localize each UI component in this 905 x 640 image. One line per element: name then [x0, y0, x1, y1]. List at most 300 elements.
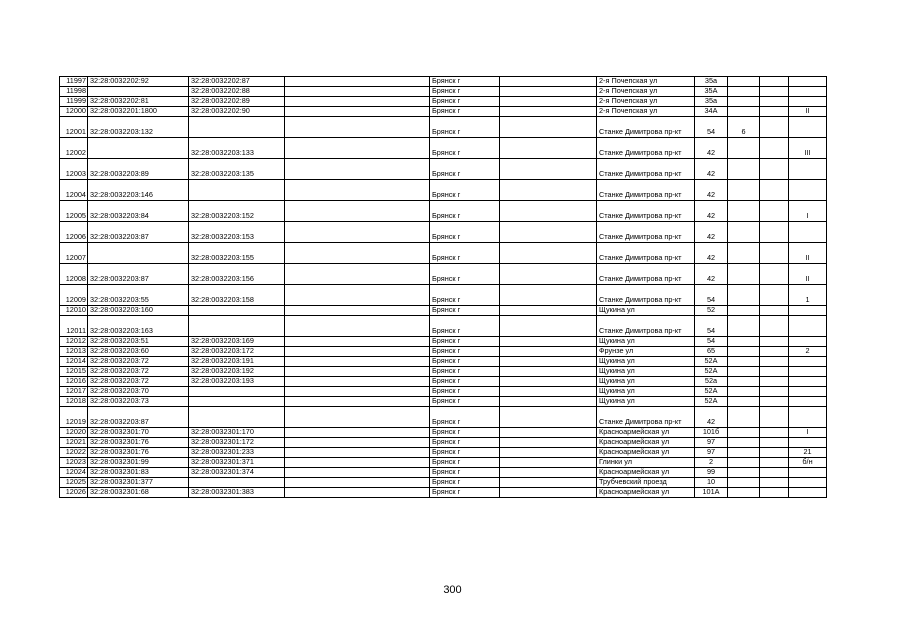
cadastral-number-cell [88, 87, 189, 97]
blank-col-2-cell [500, 138, 597, 159]
cadastral-number-cell: 32:28:0032203:60 [88, 347, 189, 357]
table-row [60, 77, 827, 87]
table-row [60, 264, 827, 285]
cadastral-number-cell: 32:28:0032203:72 [88, 367, 189, 377]
blank-col-2-cell [500, 407, 597, 428]
building-cell [728, 77, 760, 87]
blank-col-2-cell [500, 488, 597, 498]
city-cell: Брянск г [430, 117, 500, 138]
street-cell: Станке Димитрова пр-кт [597, 159, 695, 180]
blank-col-cell [285, 97, 430, 107]
record-number-cell: 12014 [60, 357, 88, 367]
table-row [60, 407, 827, 428]
col-10-cell [760, 458, 789, 468]
col-11-cell [789, 87, 827, 97]
cadastral-number-2-cell: 32:28:0032203:169 [189, 337, 285, 347]
cadastral-number-cell: 32:28:0032203:51 [88, 337, 189, 347]
cadastral-number-2-cell [189, 478, 285, 488]
cadastral-number-cell: 32:28:0032203:87 [88, 264, 189, 285]
table-row [60, 397, 827, 407]
cadastral-number-2-cell [189, 316, 285, 337]
record-number-cell: 12005 [60, 201, 88, 222]
record-number-cell: 12026 [60, 488, 88, 498]
building-cell [728, 468, 760, 478]
building-cell [728, 285, 760, 306]
table-row [60, 367, 827, 377]
cadastral-number-2-cell: 32:28:0032202:87 [189, 77, 285, 87]
col-10-cell [760, 87, 789, 97]
blank-col-cell [285, 347, 430, 357]
blank-col-cell [285, 107, 430, 117]
col-10-cell [760, 347, 789, 357]
city-cell: Брянск г [430, 306, 500, 316]
building-cell [728, 107, 760, 117]
street-cell: Трубчевский проезд [597, 478, 695, 488]
table-row [60, 243, 827, 264]
cadastral-number-2-cell: 32:28:0032203:133 [189, 138, 285, 159]
street-cell: Станке Димитрова пр-кт [597, 138, 695, 159]
col-11-cell [789, 306, 827, 316]
cadastral-number-2-cell: 32:28:0032301:170 [189, 428, 285, 438]
col-10-cell [760, 407, 789, 428]
cadastral-number-2-cell: 32:28:0032301:233 [189, 448, 285, 458]
cadastral-number-cell: 32:28:0032301:68 [88, 488, 189, 498]
cadastral-number-2-cell [189, 180, 285, 201]
house-number-cell: 52А [695, 387, 728, 397]
street-cell: Красноармейская ул [597, 488, 695, 498]
blank-col-2-cell [500, 428, 597, 438]
col-10-cell [760, 397, 789, 407]
cadastral-number-cell: 32:28:0032301:99 [88, 458, 189, 468]
blank-col-cell [285, 397, 430, 407]
record-number-cell: 12006 [60, 222, 88, 243]
blank-col-cell [285, 77, 430, 87]
cadastral-number-2-cell: 32:28:0032202:88 [189, 87, 285, 97]
street-cell: Щукина ул [597, 397, 695, 407]
record-number-cell: 12003 [60, 159, 88, 180]
record-number-cell: 12022 [60, 448, 88, 458]
city-cell: Брянск г [430, 201, 500, 222]
record-number-cell: 12001 [60, 117, 88, 138]
cadastral-number-2-cell: 32:28:0032203:172 [189, 347, 285, 357]
record-number-cell: 11997 [60, 77, 88, 87]
record-number-cell: 12023 [60, 458, 88, 468]
table-row [60, 458, 827, 468]
cadastral-number-cell: 32:28:0032203:163 [88, 316, 189, 337]
cadastral-number-cell: 32:28:0032202:92 [88, 77, 189, 87]
table-row [60, 180, 827, 201]
col-10-cell [760, 138, 789, 159]
blank-col-2-cell [500, 387, 597, 397]
street-cell: Щукина ул [597, 306, 695, 316]
building-cell [728, 407, 760, 428]
street-cell: Станке Димитрова пр-кт [597, 201, 695, 222]
blank-col-2-cell [500, 478, 597, 488]
city-cell: Брянск г [430, 428, 500, 438]
building-cell [728, 357, 760, 367]
blank-col-2-cell [500, 438, 597, 448]
table-row [60, 468, 827, 478]
blank-col-cell [285, 367, 430, 377]
house-number-cell: 42 [695, 407, 728, 428]
street-cell: Станке Димитрова пр-кт [597, 243, 695, 264]
page-number: 300 [443, 584, 462, 596]
city-cell: Брянск г [430, 97, 500, 107]
building-cell [728, 306, 760, 316]
cadastral-number-cell: 32:28:0032203:87 [88, 222, 189, 243]
blank-col-2-cell [500, 316, 597, 337]
building-cell [728, 180, 760, 201]
register-table-body [60, 77, 827, 498]
house-number-cell: 10 [695, 478, 728, 488]
record-number-cell: 12010 [60, 306, 88, 316]
col-11-cell: II [789, 264, 827, 285]
city-cell: Брянск г [430, 264, 500, 285]
blank-col-cell [285, 407, 430, 428]
table-row [60, 377, 827, 387]
col-11-cell [789, 377, 827, 387]
col-11-cell [789, 97, 827, 107]
city-cell: Брянск г [430, 407, 500, 428]
building-cell [728, 337, 760, 347]
cadastral-number-cell: 32:28:0032203:55 [88, 285, 189, 306]
blank-col-cell [285, 117, 430, 138]
col-10-cell [760, 243, 789, 264]
cadastral-number-2-cell: 32:28:0032203:135 [189, 159, 285, 180]
street-cell: 2-я Почепская ул [597, 97, 695, 107]
house-number-cell: 34А [695, 107, 728, 117]
blank-col-2-cell [500, 357, 597, 367]
house-number-cell: 35а [695, 77, 728, 87]
blank-col-2-cell [500, 117, 597, 138]
street-cell: Фрунзе ул [597, 347, 695, 357]
street-cell: Щукина ул [597, 377, 695, 387]
record-number-cell: 12002 [60, 138, 88, 159]
blank-col-cell [285, 488, 430, 498]
building-cell [728, 428, 760, 438]
cadastral-number-cell: 32:28:0032301:377 [88, 478, 189, 488]
col-11-cell: 2 [789, 347, 827, 357]
city-cell: Брянск г [430, 159, 500, 180]
cadastral-number-2-cell: 32:28:0032203:152 [189, 201, 285, 222]
col-10-cell [760, 387, 789, 397]
blank-col-2-cell [500, 97, 597, 107]
blank-col-cell [285, 387, 430, 397]
record-number-cell: 12004 [60, 180, 88, 201]
cadastral-number-cell [88, 138, 189, 159]
house-number-cell: 35а [695, 97, 728, 107]
col-11-cell [789, 367, 827, 377]
blank-col-cell [285, 478, 430, 488]
col-11-cell [789, 337, 827, 347]
blank-col-2-cell [500, 77, 597, 87]
blank-col-2-cell [500, 107, 597, 117]
city-cell: Брянск г [430, 243, 500, 264]
col-11-cell: II [789, 243, 827, 264]
cadastral-number-2-cell: 32:28:0032203:153 [189, 222, 285, 243]
house-number-cell: 52А [695, 367, 728, 377]
building-cell [728, 387, 760, 397]
table-row [60, 138, 827, 159]
col-11-cell: 1 [789, 285, 827, 306]
city-cell: Брянск г [430, 107, 500, 117]
table-row [60, 357, 827, 367]
record-number-cell: 12000 [60, 107, 88, 117]
house-number-cell: 65 [695, 347, 728, 357]
cadastral-number-cell [88, 243, 189, 264]
record-number-cell: 11998 [60, 87, 88, 97]
house-number-cell: 2 [695, 458, 728, 468]
cadastral-number-2-cell: 32:28:0032203:158 [189, 285, 285, 306]
house-number-cell: 101б [695, 428, 728, 438]
blank-col-cell [285, 438, 430, 448]
record-number-cell: 12017 [60, 387, 88, 397]
building-cell [728, 222, 760, 243]
city-cell: Брянск г [430, 377, 500, 387]
table-row [60, 448, 827, 458]
building-cell [728, 438, 760, 448]
blank-col-2-cell [500, 222, 597, 243]
col-10-cell [760, 180, 789, 201]
blank-col-cell [285, 264, 430, 285]
table-row [60, 438, 827, 448]
blank-col-2-cell [500, 285, 597, 306]
cadastral-number-cell: 32:28:0032202:81 [88, 97, 189, 107]
cadastral-number-cell: 32:28:0032203:72 [88, 357, 189, 367]
col-10-cell [760, 488, 789, 498]
cadastral-number-cell: 32:28:0032203:87 [88, 407, 189, 428]
blank-col-2-cell [500, 468, 597, 478]
blank-col-cell [285, 243, 430, 264]
table-row [60, 306, 827, 316]
col-11-cell: III [789, 138, 827, 159]
house-number-cell: 54 [695, 316, 728, 337]
col-10-cell [760, 428, 789, 438]
table-row [60, 222, 827, 243]
city-cell: Брянск г [430, 387, 500, 397]
building-cell [728, 159, 760, 180]
building-cell [728, 87, 760, 97]
cadastral-number-2-cell [189, 407, 285, 428]
city-cell: Брянск г [430, 488, 500, 498]
house-number-cell: 54 [695, 337, 728, 347]
house-number-cell: 52А [695, 397, 728, 407]
cadastral-number-cell: 32:28:0032203:72 [88, 377, 189, 387]
blank-col-2-cell [500, 87, 597, 97]
table-row [60, 107, 827, 117]
cadastral-number-cell: 32:28:0032203:73 [88, 397, 189, 407]
blank-col-cell [285, 337, 430, 347]
building-cell [728, 377, 760, 387]
street-cell: Станке Димитрова пр-кт [597, 222, 695, 243]
record-number-cell: 12011 [60, 316, 88, 337]
blank-col-2-cell [500, 448, 597, 458]
street-cell: Красноармейская ул [597, 468, 695, 478]
col-11-cell [789, 77, 827, 87]
street-cell: Красноармейская ул [597, 428, 695, 438]
city-cell: Брянск г [430, 347, 500, 357]
city-cell: Брянск г [430, 180, 500, 201]
col-11-cell [789, 117, 827, 138]
col-10-cell [760, 159, 789, 180]
col-10-cell [760, 478, 789, 488]
blank-col-cell [285, 87, 430, 97]
building-cell [728, 201, 760, 222]
table-row [60, 201, 827, 222]
col-11-cell: II [789, 107, 827, 117]
col-11-cell: I [789, 201, 827, 222]
col-11-cell [789, 488, 827, 498]
street-cell: 2-я Почепская ул [597, 77, 695, 87]
blank-col-cell [285, 138, 430, 159]
col-10-cell [760, 107, 789, 117]
col-11-cell [789, 316, 827, 337]
record-number-cell: 12019 [60, 407, 88, 428]
cadastral-number-2-cell: 32:28:0032301:374 [189, 468, 285, 478]
cadastral-number-cell: 32:28:0032203:132 [88, 117, 189, 138]
col-11-cell [789, 397, 827, 407]
blank-col-2-cell [500, 180, 597, 201]
cadastral-number-2-cell: 32:28:0032203:155 [189, 243, 285, 264]
house-number-cell: 54 [695, 285, 728, 306]
building-cell [728, 458, 760, 468]
col-11-cell [789, 468, 827, 478]
building-cell [728, 397, 760, 407]
col-11-cell [789, 180, 827, 201]
blank-col-cell [285, 428, 430, 438]
blank-col-2-cell [500, 159, 597, 180]
building-cell [728, 316, 760, 337]
col-10-cell [760, 448, 789, 458]
blank-col-2-cell [500, 337, 597, 347]
city-cell: Брянск г [430, 357, 500, 367]
blank-col-cell [285, 377, 430, 387]
city-cell: Брянск г [430, 367, 500, 377]
col-10-cell [760, 367, 789, 377]
house-number-cell: 97 [695, 438, 728, 448]
record-number-cell: 12018 [60, 397, 88, 407]
table-row [60, 488, 827, 498]
street-cell: 2-я Почепская ул [597, 87, 695, 97]
city-cell: Брянск г [430, 337, 500, 347]
city-cell: Брянск г [430, 222, 500, 243]
house-number-cell: 42 [695, 264, 728, 285]
col-10-cell [760, 468, 789, 478]
street-cell: Глинки ул [597, 458, 695, 468]
city-cell: Брянск г [430, 87, 500, 97]
street-cell: Станке Димитрова пр-кт [597, 264, 695, 285]
blank-col-cell [285, 201, 430, 222]
record-number-cell: 12025 [60, 478, 88, 488]
col-10-cell [760, 357, 789, 367]
house-number-cell: 99 [695, 468, 728, 478]
street-cell: Станке Димитрова пр-кт [597, 285, 695, 306]
cadastral-number-cell: 32:28:0032203:84 [88, 201, 189, 222]
house-number-cell: 52 [695, 306, 728, 316]
blank-col-2-cell [500, 347, 597, 357]
table-row [60, 117, 827, 138]
building-cell [728, 488, 760, 498]
col-10-cell [760, 117, 789, 138]
house-number-cell: 54 [695, 117, 728, 138]
table-row [60, 316, 827, 337]
cadastral-number-2-cell: 32:28:0032301:383 [189, 488, 285, 498]
col-11-cell: I [789, 428, 827, 438]
street-cell: Станке Димитрова пр-кт [597, 117, 695, 138]
building-cell [728, 264, 760, 285]
street-cell: Станке Димитрова пр-кт [597, 407, 695, 428]
building-cell [728, 367, 760, 377]
table-row [60, 97, 827, 107]
blank-col-cell [285, 306, 430, 316]
house-number-cell: 42 [695, 138, 728, 159]
city-cell: Брянск г [430, 397, 500, 407]
col-10-cell [760, 97, 789, 107]
blank-col-2-cell [500, 306, 597, 316]
cadastral-number-2-cell: 32:28:0032301:371 [189, 458, 285, 468]
record-number-cell: 12015 [60, 367, 88, 377]
building-cell [728, 97, 760, 107]
city-cell: Брянск г [430, 438, 500, 448]
building-cell [728, 478, 760, 488]
blank-col-cell [285, 448, 430, 458]
cadastral-number-cell: 32:28:0032203:146 [88, 180, 189, 201]
register-table [59, 76, 827, 498]
building-cell: 6 [728, 117, 760, 138]
table-row [60, 428, 827, 438]
blank-col-cell [285, 285, 430, 306]
table-row [60, 337, 827, 347]
cadastral-number-2-cell: 32:28:0032203:191 [189, 357, 285, 367]
street-cell: Щукина ул [597, 367, 695, 377]
col-11-cell [789, 438, 827, 448]
col-11-cell [789, 222, 827, 243]
street-cell: Щукина ул [597, 337, 695, 347]
cadastral-number-cell: 32:28:0032203:70 [88, 387, 189, 397]
blank-col-cell [285, 458, 430, 468]
cadastral-number-2-cell: 32:28:0032202:89 [189, 97, 285, 107]
col-10-cell [760, 306, 789, 316]
city-cell: Брянск г [430, 285, 500, 306]
cadastral-number-cell: 32:28:0032301:76 [88, 438, 189, 448]
street-cell: Щукина ул [597, 387, 695, 397]
city-cell: Брянск г [430, 478, 500, 488]
house-number-cell: 42 [695, 222, 728, 243]
record-number-cell: 12016 [60, 377, 88, 387]
cadastral-number-cell: 32:28:0032203:89 [88, 159, 189, 180]
blank-col-2-cell [500, 397, 597, 407]
col-10-cell [760, 377, 789, 387]
building-cell [728, 347, 760, 357]
cadastral-number-cell: 32:28:0032301:70 [88, 428, 189, 438]
col-11-cell [789, 159, 827, 180]
blank-col-cell [285, 468, 430, 478]
cadastral-number-2-cell [189, 387, 285, 397]
col-10-cell [760, 285, 789, 306]
record-number-cell: 12013 [60, 347, 88, 357]
col-10-cell [760, 264, 789, 285]
house-number-cell: 97 [695, 448, 728, 458]
record-number-cell: 12007 [60, 243, 88, 264]
blank-col-cell [285, 357, 430, 367]
record-number-cell: 12012 [60, 337, 88, 347]
col-11-cell: 21 [789, 448, 827, 458]
table-row [60, 347, 827, 357]
house-number-cell: 42 [695, 243, 728, 264]
city-cell: Брянск г [430, 316, 500, 337]
street-cell: Красноармейская ул [597, 448, 695, 458]
blank-col-2-cell [500, 201, 597, 222]
